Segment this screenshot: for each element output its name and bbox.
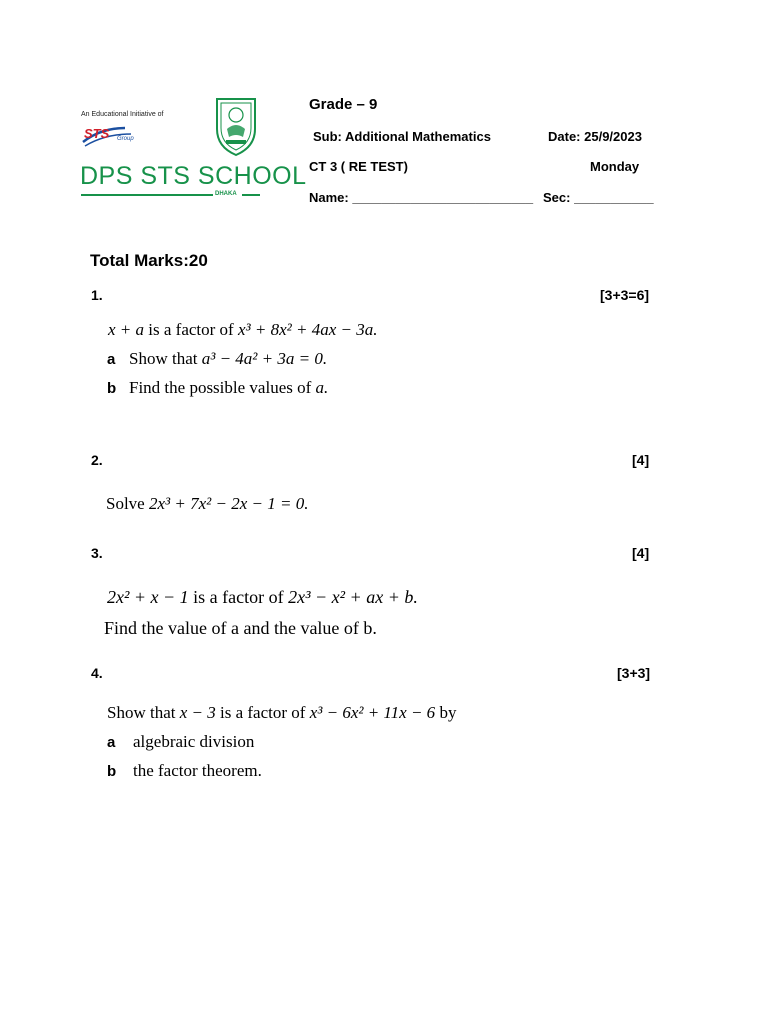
question-4-marks: [3+3] xyxy=(617,665,651,681)
question-3-line-1 xyxy=(107,587,418,608)
question-1-stem-mid: is a factor of xyxy=(144,320,238,339)
sts-group-label: Group xyxy=(117,136,134,142)
question-2-number: 2. xyxy=(91,452,103,468)
question-4-expr-2: x³ − 6x² + 11x − 6 xyxy=(309,703,436,722)
school-city: DHAKA xyxy=(215,191,237,197)
part-text: Find the possible values of xyxy=(129,378,316,397)
total-marks: Total Marks:20 xyxy=(90,251,208,270)
section-field: Sec: ___________ xyxy=(543,190,654,205)
part-text: the factor theorem. xyxy=(133,761,262,780)
question-4-expr-1: x − 3 xyxy=(179,703,216,722)
question-3-expr-2: 2x³ − x² + ax + b. xyxy=(288,587,418,607)
question-1-stem-lead: x + a xyxy=(108,320,145,339)
part-text: Show that xyxy=(129,349,202,368)
part-expr: a. xyxy=(315,378,329,397)
initiative-caption: An Educational Initiative of xyxy=(81,111,164,118)
grade-label: Grade – 9 xyxy=(309,96,378,113)
part-expr: a³ − 4a² + 3a = 0. xyxy=(201,349,328,368)
logo-underline-right xyxy=(242,194,260,196)
sts-mark: STS xyxy=(84,126,110,141)
question-3-marks: [4] xyxy=(632,545,650,561)
part-text: algebraic division xyxy=(133,732,255,751)
question-3-expr-1: 2x² + x − 1 xyxy=(107,587,189,607)
question-1-number: 1. xyxy=(91,287,103,303)
part-label: b xyxy=(107,380,117,397)
question-1-stem-expr: x³ + 8x² + 4ax − 3a. xyxy=(237,320,378,339)
name-field: Name: _________________________ xyxy=(309,190,534,205)
question-1-part-a xyxy=(107,349,327,369)
subject-label: Sub: Additional Mathematics xyxy=(313,129,491,144)
logo-underline xyxy=(81,194,213,196)
school-name: DPS STS SCHOOL xyxy=(80,162,307,190)
question-4-part-b xyxy=(107,761,262,781)
question-1-marks: [3+3=6] xyxy=(600,287,650,303)
question-2-text xyxy=(106,494,308,514)
question-4-mid: is a factor of xyxy=(215,703,310,722)
question-4-stem xyxy=(107,703,456,723)
question-4-tail: by xyxy=(435,703,457,722)
question-2-lead: Solve xyxy=(106,494,149,513)
question-3-line-2: Find the value of a and the value of b. xyxy=(104,618,377,638)
question-4-lead: Show that xyxy=(107,703,180,722)
part-label: a xyxy=(107,351,116,368)
question-3-number: 3. xyxy=(91,545,103,561)
part-label: b xyxy=(107,763,117,780)
part-label: a xyxy=(107,734,116,751)
test-label: CT 3 ( RE TEST) xyxy=(309,159,408,174)
question-4-number: 4. xyxy=(91,665,103,681)
question-3-mid: is a factor of xyxy=(188,587,289,607)
date-label: Date: 25/9/2023 xyxy=(548,129,642,144)
sts-group-logo xyxy=(81,122,151,148)
question-2-expr: 2x³ + 7x² − 2x − 1 = 0. xyxy=(148,494,309,513)
question-1-part-b xyxy=(107,378,328,398)
question-4-part-a xyxy=(107,732,254,752)
day-label: Monday xyxy=(590,159,640,174)
school-crest-icon xyxy=(213,95,259,157)
question-2-marks: [4] xyxy=(632,452,650,468)
question-1-stem xyxy=(108,320,377,340)
